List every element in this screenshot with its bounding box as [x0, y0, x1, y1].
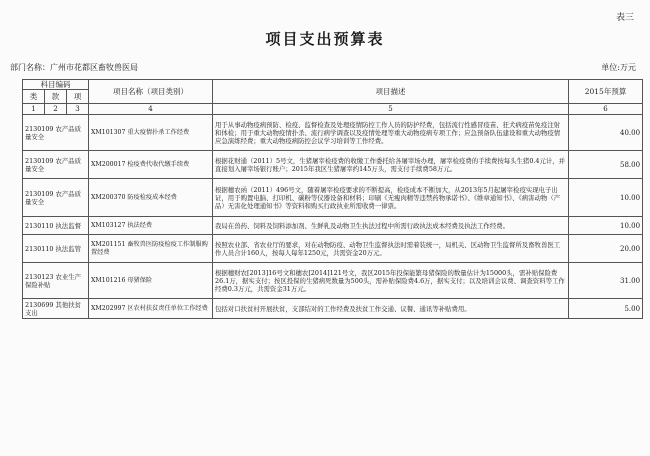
amount-cell: 5.00 [569, 299, 643, 319]
table-row [23, 217, 643, 235]
header-subject-code: 科目编码 [23, 80, 89, 90]
category-cell: 2130123 农业生产保险补贴 [23, 263, 89, 299]
project-cell [89, 217, 213, 235]
page-title: 项目支出预算表 [265, 30, 385, 48]
project-name: 畜牧兽医防疫检疫工作制服购置经费 [91, 240, 208, 256]
table-row [23, 263, 643, 299]
table-row [23, 235, 643, 263]
project-code: XM101216 [91, 276, 126, 284]
index-cell: 2 [45, 104, 67, 115]
amount-cell: 40.00 [569, 115, 643, 151]
project-cell [89, 235, 213, 263]
project-cell [89, 115, 213, 151]
project-code: XM201151 [91, 240, 126, 248]
description-cell: 根据穗财农[2013]16号文和穗农[2014]121号文，我区2015年投保能繁母猪保险的数量估计为15000头，需补贴保险费26.1万，据实支付；按区投保的生猪病死数量为500头，需补贴保险费4.6万，据实支付；以及培训会议费、调查资料等工作经费0.3万元，共需资金31万元。 [213, 263, 569, 299]
index-cell: 6 [569, 104, 643, 115]
project-cell [89, 263, 213, 299]
category-cell: 2130110 执法监督 [23, 217, 89, 235]
header-xiang: 项 [67, 90, 89, 104]
table-row [23, 151, 643, 179]
project-name: 母猪保险 [127, 276, 153, 284]
project-code: XM200370 [91, 193, 126, 201]
header-lei: 类 [23, 90, 45, 104]
project-code: XM101307 [91, 128, 126, 136]
category-cell: 2130109 农产品质量安全 [23, 179, 89, 217]
table-number-label: 表三 [615, 13, 634, 23]
header-budget-2015: 2015年预算 [569, 80, 643, 104]
description-cell: 用于从事动物疫病预防、检疫、监督检查及处理疫情防控工作人员的防护经费，包括流行性感冒疫苗、狂犬病疫苗免疫注射和体检；用于重大动物疫情扑杀、流行病学调查以及疫情处理等重大动物疫病专项工作；应急预备队伍建设和重大动物疫情应急演练经费；重大动物疫病防控会议学习培训等工作经费。 [213, 115, 569, 151]
index-cell: 1 [23, 104, 45, 115]
index-row [23, 104, 643, 115]
category-cell: 2130109 农产品质量安全 [23, 115, 89, 151]
project-name: 防疫检疫成本经费 [127, 193, 177, 201]
unit-label: 单位:万元 [601, 63, 636, 72]
project-cell [89, 179, 213, 217]
description-cell: 根据花财通（2011）5号文，生猪屠宰检疫费的收缴工作委托给各屠宰场办理，屠宰检疫费的手续费按每头生猪0.4元计，并直接划入屠宰场银行账户；2015年我区生猪屠宰约145万头，需支付手续费58万元。 [213, 151, 569, 179]
description-cell: 包括对口扶贫村开展扶贫，支部结对的工作经费及扶贫工作交通、议餐、通讯等补贴费用。 [213, 299, 569, 319]
category-cell: 2130110 执法监管 [23, 235, 89, 263]
table-row [23, 179, 643, 217]
budget-table [22, 79, 643, 319]
description-cell: 我局在兽药、饲料及饲料添加剂、生鲜乳及动物卫生执法过程中所需行政执法成本经费及执法工作经费。 [213, 217, 569, 235]
table-row [23, 299, 643, 319]
project-code: XM103127 [91, 221, 126, 229]
amount-cell: 31.00 [569, 263, 643, 299]
index-cell: 3 [67, 104, 89, 115]
description-cell: 根据穗农函（2011）496号文，随着屠宰检疫要求的不断提高，检疫成本不断加大，从2013年5月起屠宰检疫实现电子出证，用于购置电脑、打印机、碳粉等仪器设备和材料；印刷《无瘦肉精等违禁药物承诺书》、《维章通知书》、《病害动物（产品）无害化处理通知书》等资料和购买行政执业所需收费一律票。 [213, 179, 569, 217]
amount-cell: 10.00 [569, 179, 643, 217]
project-cell [89, 299, 213, 319]
header-project-name: 项目名称（项目类别） [89, 80, 213, 104]
department-name: 部门名称：广州市花都区畜牧兽医局 [10, 63, 138, 72]
index-cell: 4 [89, 104, 213, 115]
description-cell: 按照农业部、省农业厅的要求，对在动物防疫、动物卫生监督执法时需着装统一，局机关、区动物卫生监督所及畜牧兽医工作人员合计160人，按每人每年1250元，共需资金20万元。 [213, 235, 569, 263]
project-code: XM200017 [91, 160, 126, 168]
table-row [23, 115, 643, 151]
project-name: 重大疫情扑杀工作经费 [127, 128, 190, 136]
project-name: 检疫费代收代缴手续费 [127, 160, 190, 168]
header-description: 项目描述 [213, 80, 569, 104]
project-name: 区农村扶贫责任单位工作经费 [127, 304, 208, 312]
project-name: 执法经费 [127, 221, 153, 229]
header-kuan: 款 [45, 90, 67, 104]
amount-cell: 10.00 [569, 217, 643, 235]
project-code: XM202997 [91, 304, 126, 312]
index-cell: 5 [213, 104, 569, 115]
project-cell [89, 151, 213, 179]
category-cell: 2130699 其他扶贫支出 [23, 299, 89, 319]
amount-cell: 20.00 [569, 235, 643, 263]
category-cell: 2130109 农产品质量安全 [23, 151, 89, 179]
amount-cell: 58.00 [569, 151, 643, 179]
